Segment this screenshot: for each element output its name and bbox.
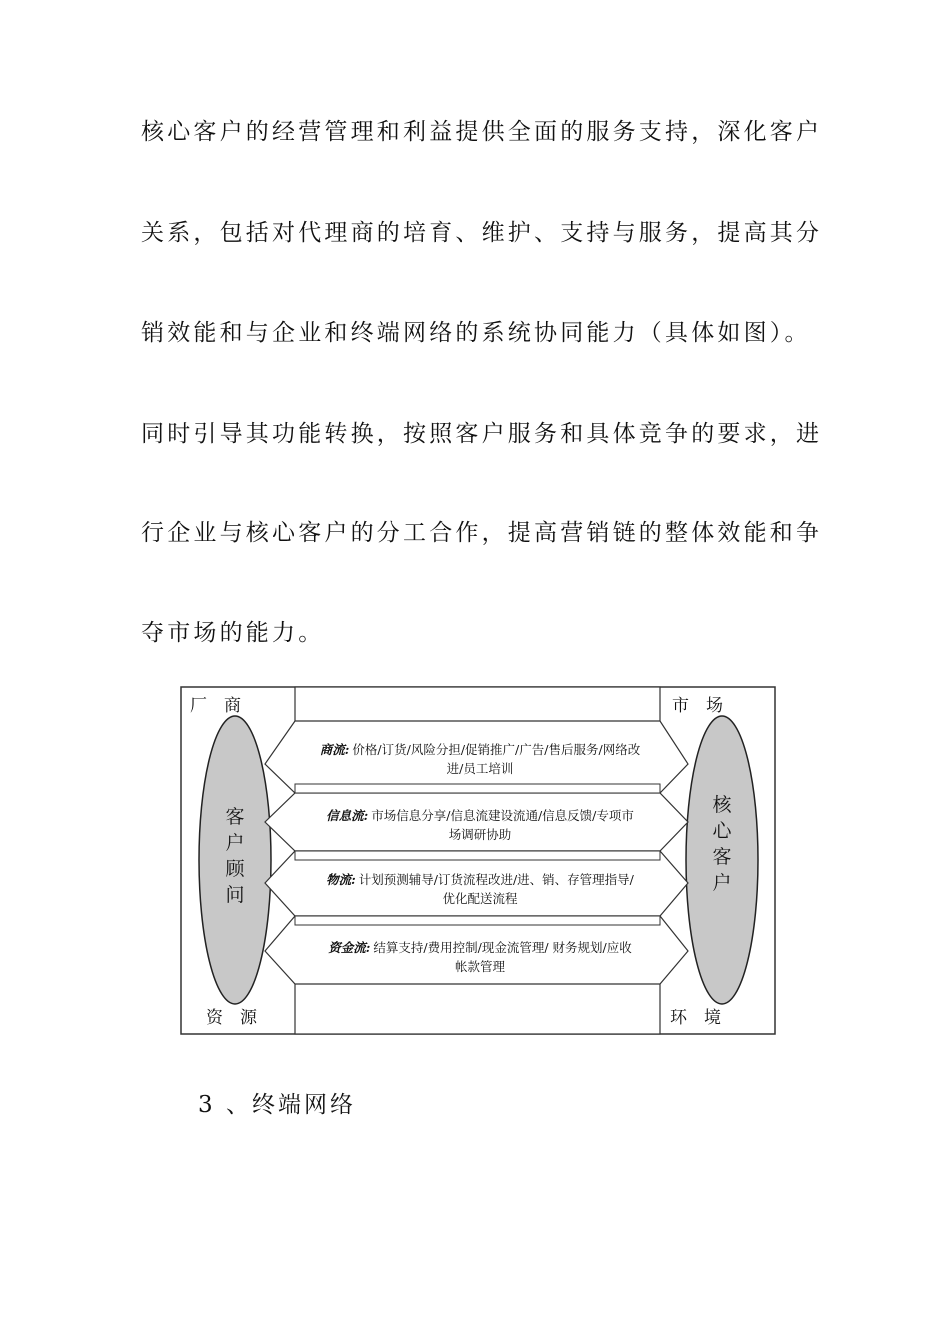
flow-text-information xyxy=(280,806,680,844)
paragraph-line-2: 关系，包括对代理商的培育、维护、支持与服务，提高其分 xyxy=(141,220,823,246)
paragraph-line-4: 同时引导其功能转换，按照客户服务和具体竞争的要求，进 xyxy=(141,421,823,447)
paragraph-line-5: 行企业与核心客户的分工合作，提高营销链的整体效能和争 xyxy=(141,520,823,546)
flow-name-capital: 资金流: xyxy=(328,940,371,955)
flow-name-logistics: 物流: xyxy=(326,872,356,887)
flow-name-commerce: 商流: xyxy=(319,742,350,757)
flow-line1-capital: 结算支持/费用控制/现金流管理/ 财务规划/应收 xyxy=(373,940,632,955)
separator-bar-2 xyxy=(295,851,660,860)
corner-label-bottom-right: 环 境 xyxy=(670,1008,721,1028)
flow-line2-capital: 帐款管理 xyxy=(454,959,505,974)
flow-name-information: 信息流: xyxy=(326,808,369,823)
paragraph-line-6: 夺市场的能力。 xyxy=(141,620,325,646)
flow-text-capital xyxy=(280,938,680,976)
separator-bar-3 xyxy=(295,916,660,925)
right-oval-label: 核 心 客 户 xyxy=(712,794,732,894)
flow-line2-information: 场调研协助 xyxy=(448,827,512,842)
section-heading: 3 、终端网络 xyxy=(198,1092,356,1118)
flow-line1-commerce: 价格/订货/风险分担/促销推广/广告/售后服务/网络改 xyxy=(352,742,641,757)
service-flow-diagram xyxy=(180,686,776,1036)
corner-label-bottom-left: 资 源 xyxy=(206,1008,257,1028)
corner-label-top-left: 厂 商 xyxy=(190,696,241,716)
paragraph-line-3: 销效能和与企业和终端网络的系统协同能力（具体如图）。 xyxy=(141,320,811,346)
left-oval-label: 客 户 顾 问 xyxy=(225,806,245,906)
flow-text-logistics xyxy=(280,870,680,908)
flow-text-commerce xyxy=(280,740,680,778)
corner-label-top-right: 市 场 xyxy=(672,696,723,716)
flow-line2-logistics: 优化配送流程 xyxy=(442,891,518,906)
flow-line1-logistics: 计划预测辅导/订货流程改进/进、销、存管理指导/ xyxy=(358,872,634,887)
flow-line1-information: 市场信息分享/信息流建设流通/信息反馈/专项市 xyxy=(371,808,634,823)
flow-line2-commerce: 进/员工培训 xyxy=(446,761,514,776)
diagram-graphics xyxy=(180,686,776,1036)
paragraph-line-1: 核心客户的经营管理和利益提供全面的服务支持，深化客户 xyxy=(141,119,823,145)
separator-bar-1 xyxy=(295,784,660,793)
